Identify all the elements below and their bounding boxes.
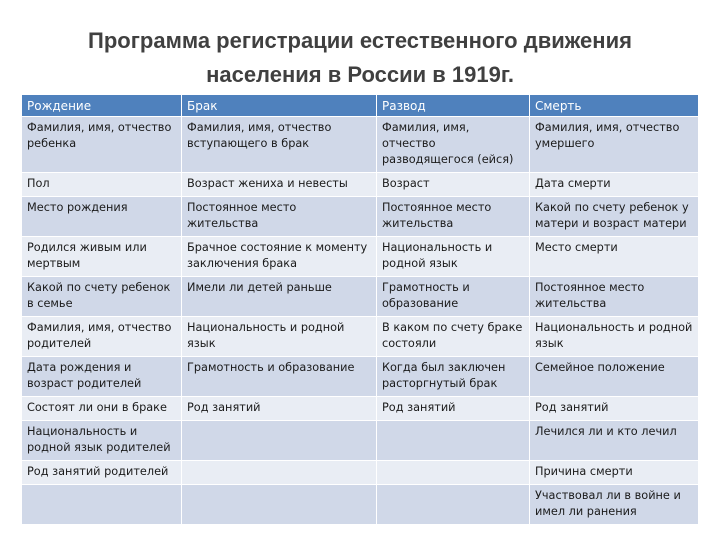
table-cell: Семейное положение xyxy=(530,357,699,397)
table-cell: Национальность и родной язык xyxy=(377,237,530,277)
table-cell: Фамилия, имя, отчество родителей xyxy=(22,317,182,357)
table-cell: Родился живым или мертвым xyxy=(22,237,182,277)
table-cell: Место рождения xyxy=(22,197,182,237)
table-row xyxy=(22,173,699,197)
table-cell xyxy=(377,461,530,485)
table-cell: Дата рождения и возраст родителей xyxy=(22,357,182,397)
table-cell: Фамилия, имя, отчество разводящегося (ейся) xyxy=(377,117,530,173)
table-cell: Возраст xyxy=(377,173,530,197)
table-cell: Причина смерти xyxy=(530,461,699,485)
registration-table xyxy=(21,94,698,525)
header-birth: Рождение xyxy=(22,95,182,117)
table-cell: Какой по счету ребенок в семье xyxy=(22,277,182,317)
table-cell: Род занятий xyxy=(182,397,377,421)
table-row xyxy=(22,485,699,525)
table-cell: Место смерти xyxy=(530,237,699,277)
table-cell: Лечился ли и кто лечил xyxy=(530,421,699,461)
page-title xyxy=(60,24,660,92)
table-cell xyxy=(182,461,377,485)
table-row xyxy=(22,461,699,485)
table-cell: Участвовал ли в войне и имел ли ранения xyxy=(530,485,699,525)
title-line-1: Программа регистрации естественного движения xyxy=(88,28,632,53)
table-cell xyxy=(182,485,377,525)
table-cell: В каком по счету браке состояли xyxy=(377,317,530,357)
table-cell: Какой по счету ребенок у матери и возраст матери xyxy=(530,197,699,237)
table-cell: Постоянное место жительства xyxy=(377,197,530,237)
table-cell xyxy=(182,421,377,461)
table-cell: Имели ли детей раньше xyxy=(182,277,377,317)
table-cell: Брачное состояние к моменту заключения брака xyxy=(182,237,377,277)
table-cell: Национальность и родной язык xyxy=(530,317,699,357)
table-cell xyxy=(377,485,530,525)
table-cell: Грамотность и образование xyxy=(182,357,377,397)
table-row xyxy=(22,421,699,461)
table-cell: Род занятий xyxy=(377,397,530,421)
table-row xyxy=(22,317,699,357)
table-cell: Фамилия, имя, отчество умершего xyxy=(530,117,699,173)
table-cell xyxy=(22,485,182,525)
table-row xyxy=(22,277,699,317)
table-cell xyxy=(377,421,530,461)
table-cell: Возраст жениха и невесты xyxy=(182,173,377,197)
table-cell: Постоянное место жительства xyxy=(530,277,699,317)
table-row xyxy=(22,397,699,421)
header-divorce: Развод xyxy=(377,95,530,117)
table-cell: Род занятий родителей xyxy=(22,461,182,485)
table-cell: Фамилия, имя, отчество ребенка xyxy=(22,117,182,173)
header-death: Смерть xyxy=(530,95,699,117)
table-cell: Фамилия, имя, отчество вступающего в брак xyxy=(182,117,377,173)
table-cell: Дата смерти xyxy=(530,173,699,197)
table-cell: Национальность и родной язык родителей xyxy=(22,421,182,461)
table-cell: Национальность и родной язык xyxy=(182,317,377,357)
table-cell: Состоят ли они в браке xyxy=(22,397,182,421)
table-cell: Род занятий xyxy=(530,397,699,421)
table-cell: Пол xyxy=(22,173,182,197)
table-row xyxy=(22,197,699,237)
header-marriage: Брак xyxy=(182,95,377,117)
table-row xyxy=(22,357,699,397)
table-row xyxy=(22,117,699,173)
table-cell: Постоянное место жительства xyxy=(182,197,377,237)
table-cell: Грамотность и образование xyxy=(377,277,530,317)
table-header-row xyxy=(22,95,699,117)
table-row xyxy=(22,237,699,277)
table-cell: Когда был заключен расторгнутый брак xyxy=(377,357,530,397)
title-line-2: населения в России в 1919г. xyxy=(206,62,514,87)
